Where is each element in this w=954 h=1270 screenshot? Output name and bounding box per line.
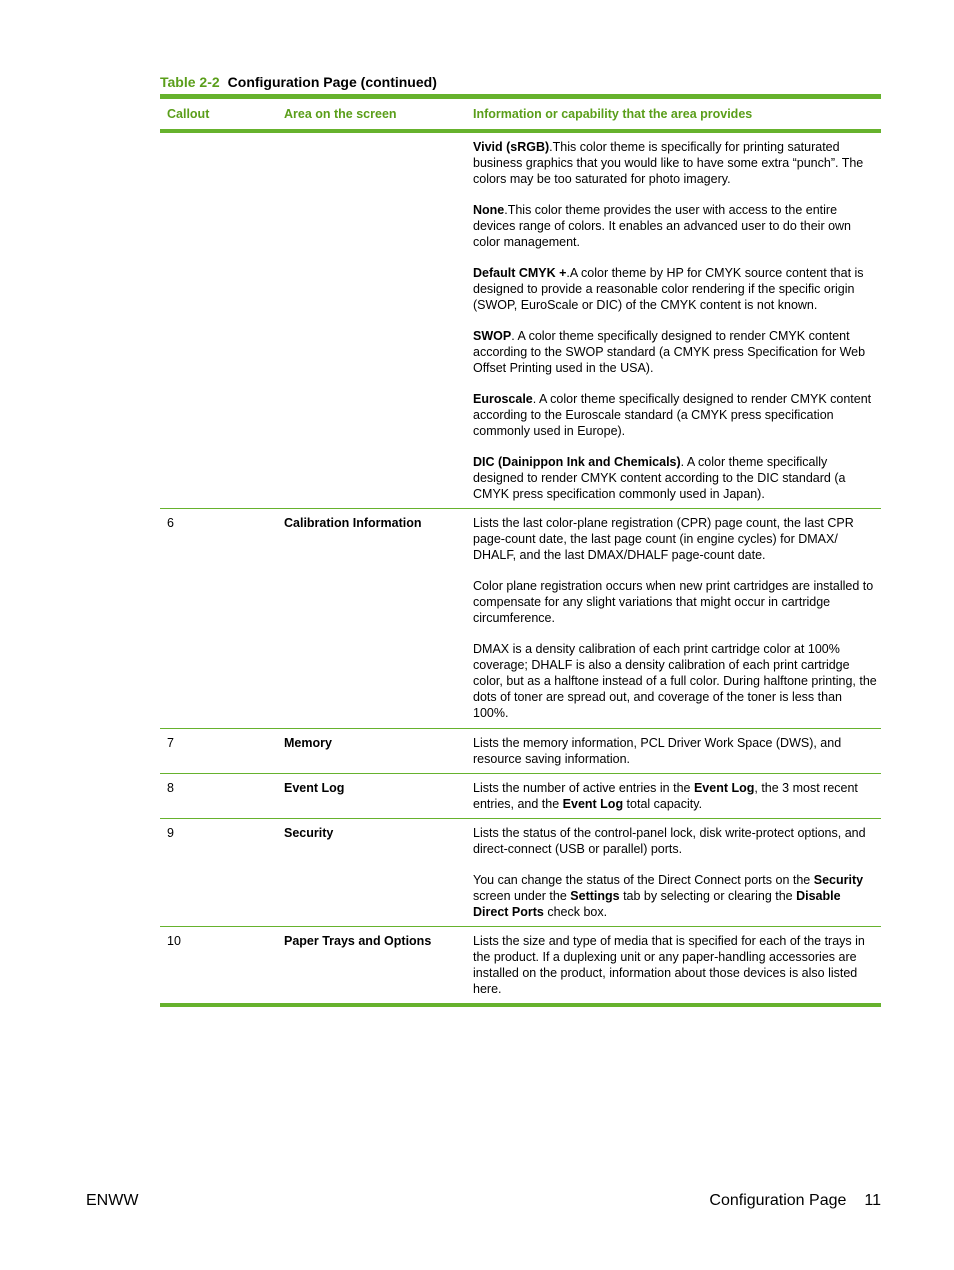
callout-cell: 8 — [167, 780, 174, 795]
bold-term: Disable Direct Ports — [473, 888, 841, 919]
information-cell — [467, 735, 881, 767]
information-cell — [467, 933, 881, 997]
bold-term: None — [473, 202, 505, 217]
bold-term: Event Log — [562, 796, 624, 811]
bold-term: SWOP — [473, 328, 512, 343]
text-run: . A color theme specifically designed to render CMYK content according to the SWOP standard (a CMYK press Specification for Web Offset Printing used in the USA). — [473, 328, 866, 376]
footer-right — [709, 1192, 881, 1210]
text-run: .This color theme is specifically for printing saturated business graphics that you would like to have some extra “punch”. The colors may be too saturated for photo imagery. — [473, 140, 864, 187]
table-caption — [160, 74, 437, 90]
bold-term: Vivid (sRGB) — [473, 140, 550, 154]
header-information: Information or capability that the area provides — [473, 107, 753, 121]
bold-term: Event Log — [693, 780, 755, 795]
footer-section: Configuration Page — [709, 1192, 847, 1209]
information-paragraph — [473, 265, 877, 313]
bold-term: Settings — [570, 888, 620, 903]
table-number: Table 2-2 — [160, 74, 220, 90]
information-cell — [467, 780, 881, 812]
table-row — [160, 927, 881, 1007]
information-cell — [467, 515, 881, 721]
bold-term: DIC (Dainippon Ink and Chemicals) — [473, 454, 681, 469]
information-cell — [467, 825, 881, 920]
configuration-table — [160, 94, 881, 1007]
table-row — [160, 774, 881, 819]
text-run: Lists the size and type of media that is specified for each of the trays in the product. If a duplexing unit or any paper-handling accessories are installed on the product, information about those devices is also listed here. — [473, 934, 865, 997]
information-paragraph — [473, 391, 877, 439]
table-title: Configuration Page (continued) — [227, 74, 437, 90]
text-run: . A color theme specifically designed to render CMYK content according to the Euroscale standard (a CMYK press specification commonly used in Europe). — [473, 391, 872, 439]
text-run: Lists the status of the control-panel lock, disk write-protect options, and direct-connect (USB or parallel) ports. — [473, 825, 866, 856]
information-paragraph — [473, 328, 877, 376]
page-number: 11 — [864, 1192, 881, 1209]
information-paragraph — [473, 735, 877, 767]
bold-term: Euroscale — [473, 391, 533, 406]
information-paragraph — [473, 641, 877, 721]
information-paragraph — [473, 780, 877, 812]
callout-cell: 7 — [167, 735, 174, 750]
table-row — [160, 509, 881, 728]
information-paragraph — [473, 139, 877, 187]
text-run: total capacity. — [623, 796, 703, 811]
text-run: You can change the status of the Direct Connect ports on the — [473, 872, 814, 887]
information-cell — [467, 139, 881, 502]
text-run: DMAX is a density calibration of each print cartridge color at 100% coverage; DHALF is also a density calibration of each print cartridge color, but as a halftone instead of a full color. During halftone printing, the dots of toner are spread out, and coverage of the toner is less than 100%. — [473, 642, 877, 721]
text-run: Lists the last color-plane registration (CPR) page count, the last CPR page-count date, the last page count (in engine cycles) for DMAX/ DHALF, and the last DMAX/DHALF page-count date. — [473, 516, 854, 563]
text-run: , the 3 most recent entries, and the — [473, 780, 858, 811]
text-run: screen under the — [473, 888, 571, 903]
callout-cell: 9 — [167, 825, 174, 840]
table-row — [160, 819, 881, 927]
area-cell: Event Log — [284, 780, 345, 795]
bold-term: Default CMYK + — [473, 265, 567, 280]
area-cell: Calibration Information — [284, 516, 422, 531]
footer-left: ENWW — [86, 1192, 139, 1209]
table-row — [160, 133, 881, 509]
table-body — [160, 133, 881, 1007]
table-row — [160, 729, 881, 774]
information-paragraph — [473, 933, 877, 997]
text-run: check box. — [543, 904, 608, 919]
information-paragraph — [473, 825, 877, 857]
text-run: .This color theme provides the user with access to the entire devices range of colors. It enables an advanced user to do their own color management. — [473, 202, 852, 250]
information-paragraph — [473, 578, 877, 626]
information-paragraph — [473, 872, 877, 920]
text-run: .A color theme by HP for CMYK source content that is designed to provide a reasonable color rendering if the specific origin (SWOP, EuroScale or DIC) of the CMYK content is not known. — [473, 265, 864, 313]
text-run: tab by selecting or clearing the — [619, 888, 797, 903]
header-callout: Callout — [167, 107, 210, 121]
text-run: Lists the memory information, PCL Driver Work Space (DWS), and resource saving information. — [473, 735, 842, 766]
bold-term: Security — [813, 872, 864, 887]
information-paragraph — [473, 454, 877, 502]
area-cell: Memory — [284, 735, 332, 750]
information-paragraph — [473, 515, 877, 563]
callout-cell: 10 — [167, 934, 181, 949]
text-run: Color plane registration occurs when new print cartridges are installed to compensate for any slight variations that might occur in cartridge circumference. — [473, 579, 874, 626]
table-header — [160, 99, 881, 133]
callout-cell: 6 — [167, 516, 174, 531]
header-area: Area on the screen — [284, 107, 397, 121]
text-run: Lists the number of active entries in the — [473, 780, 694, 795]
area-cell: Paper Trays and Options — [284, 934, 432, 949]
area-cell: Security — [284, 825, 334, 840]
information-paragraph — [473, 202, 877, 250]
text-run: . A color theme specifically designed to render CMYK content according to the DIC standard (a CMYK press specification commonly used in Japan). — [473, 454, 846, 502]
